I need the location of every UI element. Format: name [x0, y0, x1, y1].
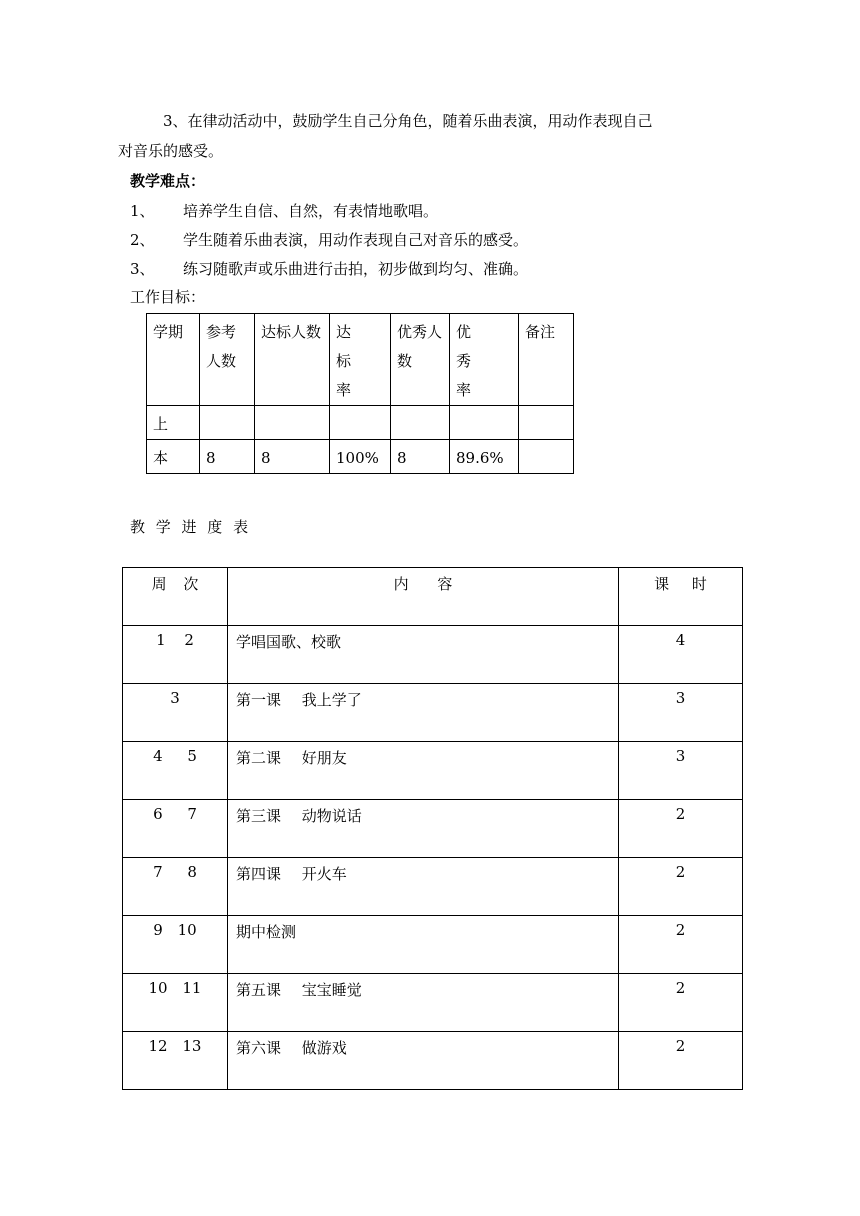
schedule-hours: 2: [619, 916, 743, 974]
schedule-row: [123, 916, 743, 974]
schedule-content: 第四课 开火车: [228, 858, 619, 916]
goals-cell: 100%: [330, 440, 391, 474]
difficulty-number: 1、: [130, 202, 155, 220]
goals-cell: 8: [255, 440, 330, 474]
schedule-row: [123, 800, 743, 858]
goals-header-cell: 达标人数: [255, 314, 330, 406]
goals-header-cell: 学期: [147, 314, 200, 406]
goals-row: [147, 440, 574, 474]
schedule-table: [122, 567, 743, 1090]
schedule-hours: 2: [619, 800, 743, 858]
schedule-content: 第二课 好朋友: [228, 742, 619, 800]
schedule-week: 4 5: [123, 742, 228, 800]
schedule-content: 学唱国歌、校歌: [228, 626, 619, 684]
schedule-week: 10 11: [123, 974, 228, 1032]
goals-cell: [391, 406, 450, 440]
goals-header-cell: 优秀人数: [391, 314, 450, 406]
goals-cell: [200, 406, 255, 440]
goals-cell: [330, 406, 391, 440]
difficulty-number: 2、: [130, 231, 155, 249]
goals-cell: 89.6%: [450, 440, 519, 474]
schedule-week: 6 7: [123, 800, 228, 858]
intro-line-2: 对音乐的感受。: [118, 142, 224, 160]
schedule-hours: 2: [619, 1032, 743, 1090]
schedule-row: [123, 858, 743, 916]
goals-cell: 8: [391, 440, 450, 474]
goals-header-cell: [330, 314, 391, 406]
schedule-week: 12 13: [123, 1032, 228, 1090]
goals-cell: [255, 406, 330, 440]
intro-line-1: 3、在律动活动中，鼓励学生自己分角色，随着乐曲表演，用动作表现自己: [163, 112, 653, 130]
goals-header-text: 达标率: [336, 323, 352, 399]
schedule-hours: 3: [619, 684, 743, 742]
schedule-row: [123, 742, 743, 800]
schedule-header-row: [123, 568, 743, 626]
schedule-row: [123, 626, 743, 684]
difficulty-number: 3、: [130, 260, 155, 278]
goals-heading: 工作目标：: [130, 288, 206, 306]
schedule-content: 第三课 动物说话: [228, 800, 619, 858]
goals-header-row: [147, 314, 574, 406]
schedule-content: 期中检测: [228, 916, 619, 974]
schedule-week: 1 2: [123, 626, 228, 684]
goals-cell: 8: [200, 440, 255, 474]
difficulty-text: 练习随歌声或乐曲进行击拍，初步做到均匀、准确。: [183, 260, 529, 278]
goals-header-cell: [450, 314, 519, 406]
goals-cell: 本: [147, 440, 200, 474]
schedule-hours: 2: [619, 858, 743, 916]
schedule-header-content: 内 容: [228, 568, 619, 626]
schedule-hours: 2: [619, 974, 743, 1032]
schedule-header-week: 周 次: [123, 568, 228, 626]
goals-cell: [450, 406, 519, 440]
schedule-hours: 4: [619, 626, 743, 684]
goals-cell: [519, 440, 574, 474]
goals-cell: [519, 406, 574, 440]
goals-header-cell: 参考人数: [200, 314, 255, 406]
difficulty-text: 学生随着乐曲表演，用动作表现自己对音乐的感受。: [183, 231, 529, 249]
schedule-week: 7 8: [123, 858, 228, 916]
goals-header-text: 优秀率: [456, 323, 472, 399]
schedule-week: 3: [123, 684, 228, 742]
schedule-row: [123, 684, 743, 742]
schedule-content: 第一课 我上学了: [228, 684, 619, 742]
schedule-content: 第六课 做游戏: [228, 1032, 619, 1090]
schedule-row: [123, 1032, 743, 1090]
schedule-content: 第五课 宝宝睡觉: [228, 974, 619, 1032]
goals-table: [146, 313, 574, 474]
schedule-row: [123, 974, 743, 1032]
schedule-hours: 3: [619, 742, 743, 800]
schedule-title: 教 学 进 度 表: [130, 518, 249, 536]
goals-header-cell: 备注: [519, 314, 574, 406]
goals-row: [147, 406, 574, 440]
difficulties-heading: 教学难点：: [130, 172, 206, 190]
schedule-week: 9 10: [123, 916, 228, 974]
goals-cell: 上: [147, 406, 200, 440]
schedule-header-hours: 课 时: [619, 568, 743, 626]
difficulty-text: 培养学生自信、自然，有表情地歌唱。: [183, 202, 439, 220]
